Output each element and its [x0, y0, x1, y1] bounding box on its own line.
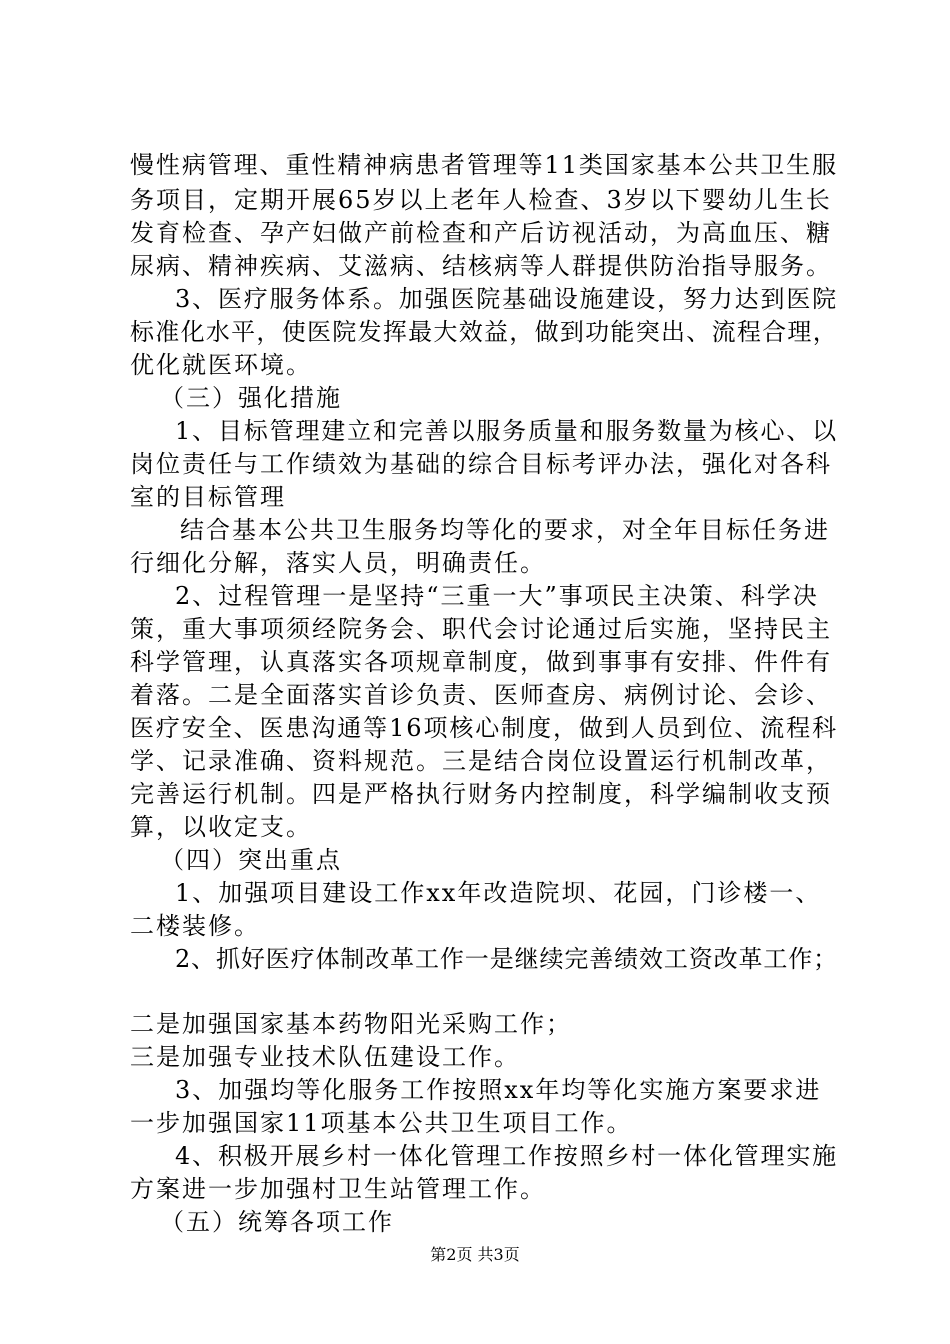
text-line: 慢性病管理、重性精神病患者管理等11类国家基本公共卫生服: [130, 151, 838, 179]
page-footer: 第2页 共3页: [430, 1245, 520, 1264]
text-line: 3、医疗服务体系。加强医院基础设施建设，努力达到医院: [175, 285, 838, 313]
text-line: 医疗安全、医患沟通等16项核心制度，做到人员到位、流程科: [130, 714, 838, 742]
text-line: 3、加强均等化服务工作按照xx年均等化实施方案要求进: [175, 1076, 822, 1104]
text-line: 4、积极开展乡村一体化管理工作按照乡村一体化管理实施: [175, 1142, 838, 1170]
text-line: 1、目标管理建立和完善以服务质量和服务数量为核心、以: [175, 417, 838, 445]
text-line: 三是加强专业技术队伍建设工作。: [130, 1043, 520, 1071]
text-line: 尿病、精神疾病、艾滋病、结核病等人群提供防治指导服务。: [130, 252, 832, 280]
text-line: 策，重大事项须经院务会、职代会讨论通过后实施，坚持民主: [130, 615, 832, 643]
text-line: 科学管理，认真落实各项规章制度，做到事事有安排、件件有: [130, 648, 832, 676]
text-line: 完善运行机制。四是严格执行财务内控制度，科学编制收支预: [130, 780, 832, 808]
text-line: 一步加强国家11项基本公共卫生项目工作。: [130, 1109, 633, 1137]
text-line: （四）突出重点: [160, 846, 342, 874]
text-line: 着落。二是全面落实首诊负责、医师查房、病例讨论、会诊、: [130, 681, 832, 709]
text-line: 学、记录准确、资料规范。三是结合岗位设置运行机制改革，: [130, 747, 832, 775]
text-line: 结合基本公共卫生服务均等化的要求，对全年目标任务进: [180, 516, 830, 544]
text-line: 室的目标管理: [130, 483, 286, 511]
text-line: 二是加强国家基本药物阳光采购工作；: [130, 1010, 572, 1038]
text-line: 二楼装修。: [130, 912, 260, 940]
text-line: 优化就医环境。: [130, 351, 312, 379]
text-line: 1、加强项目建设工作xx年改造院坝、花园，门诊楼一、: [175, 879, 822, 907]
text-line: 2、过程管理一是坚持“三重一大”事项民主决策、科学决: [175, 582, 819, 610]
text-line: 发育检查、孕产妇做产前检查和产后访视活动，为高血压、糖: [130, 219, 832, 247]
text-line: 标准化水平，使医院发挥最大效益，做到功能突出、流程合理，: [130, 318, 838, 346]
text-line: （五）统筹各项工作: [160, 1208, 394, 1236]
text-line: 算，以收定支。: [130, 813, 312, 841]
text-line: 方案进一步加强村卫生站管理工作。: [130, 1175, 546, 1203]
text-line: 务项目，定期开展65岁以上老年人检查、3岁以下婴幼儿生长: [130, 186, 832, 214]
text-line: 行细化分解，落实人员，明确责任。: [130, 549, 546, 577]
text-line: 岗位责任与工作绩效为基础的综合目标考评办法，强化对各科: [130, 450, 832, 478]
text-line: （三）强化措施: [160, 384, 342, 412]
text-line: 2、抓好医疗体制改革工作一是继续完善绩效工资改革工作；: [175, 945, 838, 973]
